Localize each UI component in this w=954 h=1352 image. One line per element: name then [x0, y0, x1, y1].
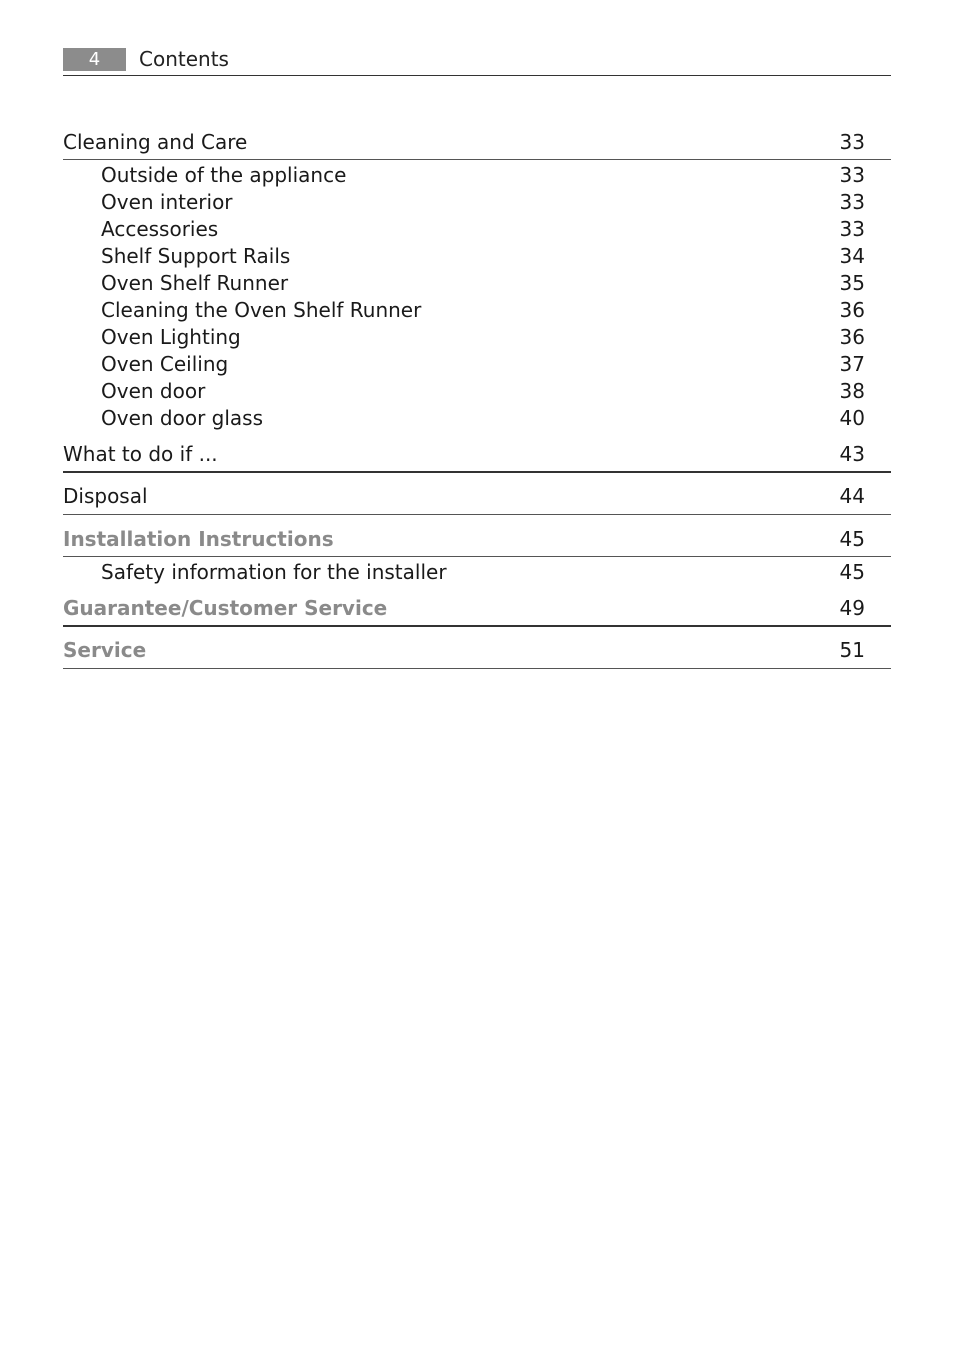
divider — [63, 514, 891, 515]
toc-entry-page: 37 — [839, 352, 865, 376]
page-header — [63, 44, 891, 76]
toc-entry-label: What to do if ... — [63, 442, 218, 466]
toc-entry-label: Installation Instructions — [63, 527, 334, 551]
toc-subentry-accessories[interactable] — [63, 216, 891, 243]
toc-entry-label: Safety information for the installer — [101, 560, 447, 584]
toc-entry-label: Outside of the appliance — [101, 163, 347, 187]
toc-entry-page: 36 — [839, 298, 865, 322]
toc-subentry-oven-door[interactable] — [63, 378, 891, 405]
page-title: Contents — [139, 47, 229, 71]
divider — [63, 625, 891, 627]
toc-entry-label: Oven Lighting — [101, 325, 241, 349]
toc-entry-page: 35 — [839, 271, 865, 295]
toc-subentry-oven-interior[interactable] — [63, 189, 891, 216]
toc-entry-label: Shelf Support Rails — [101, 244, 291, 268]
toc-entry-page: 40 — [839, 406, 865, 430]
toc-entry-page: 45 — [839, 560, 865, 584]
toc-entry-label: Oven interior — [101, 190, 233, 214]
toc-entry-page: 51 — [839, 638, 865, 662]
toc-entry-label: Oven Shelf Runner — [101, 271, 289, 295]
toc-subentry-cleaning-the-oven-shelf-runner[interactable] — [63, 297, 891, 324]
toc-entry-label: Guarantee/Customer Service — [63, 596, 388, 620]
divider — [63, 556, 891, 557]
toc-entry-page: 44 — [839, 484, 865, 508]
toc-entry-page: 36 — [839, 325, 865, 349]
toc-entry-label: Oven door — [101, 379, 206, 403]
toc-entry-disposal[interactable] — [63, 483, 891, 510]
toc-entry-label: Accessories — [101, 217, 219, 241]
toc-subentry-shelf-support-rails[interactable] — [63, 243, 891, 270]
toc-subentry-oven-shelf-runner[interactable] — [63, 270, 891, 297]
toc-subentry-oven-lighting[interactable] — [63, 324, 891, 351]
toc-entry-installation-instructions[interactable] — [63, 526, 891, 553]
toc-entry-page: 38 — [839, 379, 865, 403]
toc-entry-label: Disposal — [63, 484, 148, 508]
toc-entry-service[interactable] — [63, 637, 891, 664]
toc-entry-cleaning-and-care[interactable] — [63, 129, 891, 156]
toc-entry-label: Cleaning and Care — [63, 130, 248, 154]
toc-entry-label: Service — [63, 638, 147, 662]
toc-entry-page: 33 — [839, 190, 865, 214]
toc-entry-what-to-do-if[interactable] — [63, 441, 891, 468]
toc-subentry-oven-ceiling[interactable] — [63, 351, 891, 378]
toc-subentry-oven-door-glass[interactable] — [63, 405, 891, 432]
toc-entry-label: Oven door glass — [101, 406, 264, 430]
toc-entry-label: Cleaning the Oven Shelf Runner — [101, 298, 422, 322]
toc-entry-page: 49 — [839, 596, 865, 620]
toc-entry-page: 33 — [839, 130, 865, 154]
page-number-badge: 4 — [63, 48, 126, 71]
toc-subentry-safety-information-for-the-installer[interactable] — [63, 559, 891, 586]
toc-entry-page: 45 — [839, 527, 865, 551]
toc-subentry-outside-of-the-appliance[interactable] — [63, 162, 891, 189]
toc-entry-page: 34 — [839, 244, 865, 268]
toc-entry-guarantee-customer-service[interactable] — [63, 595, 891, 622]
toc-entry-label: Oven Ceiling — [101, 352, 229, 376]
divider — [63, 159, 891, 160]
divider — [63, 471, 891, 473]
divider — [63, 668, 891, 669]
toc-entry-page: 43 — [839, 442, 865, 466]
toc-entry-page: 33 — [839, 163, 865, 187]
toc-entry-page: 33 — [839, 217, 865, 241]
